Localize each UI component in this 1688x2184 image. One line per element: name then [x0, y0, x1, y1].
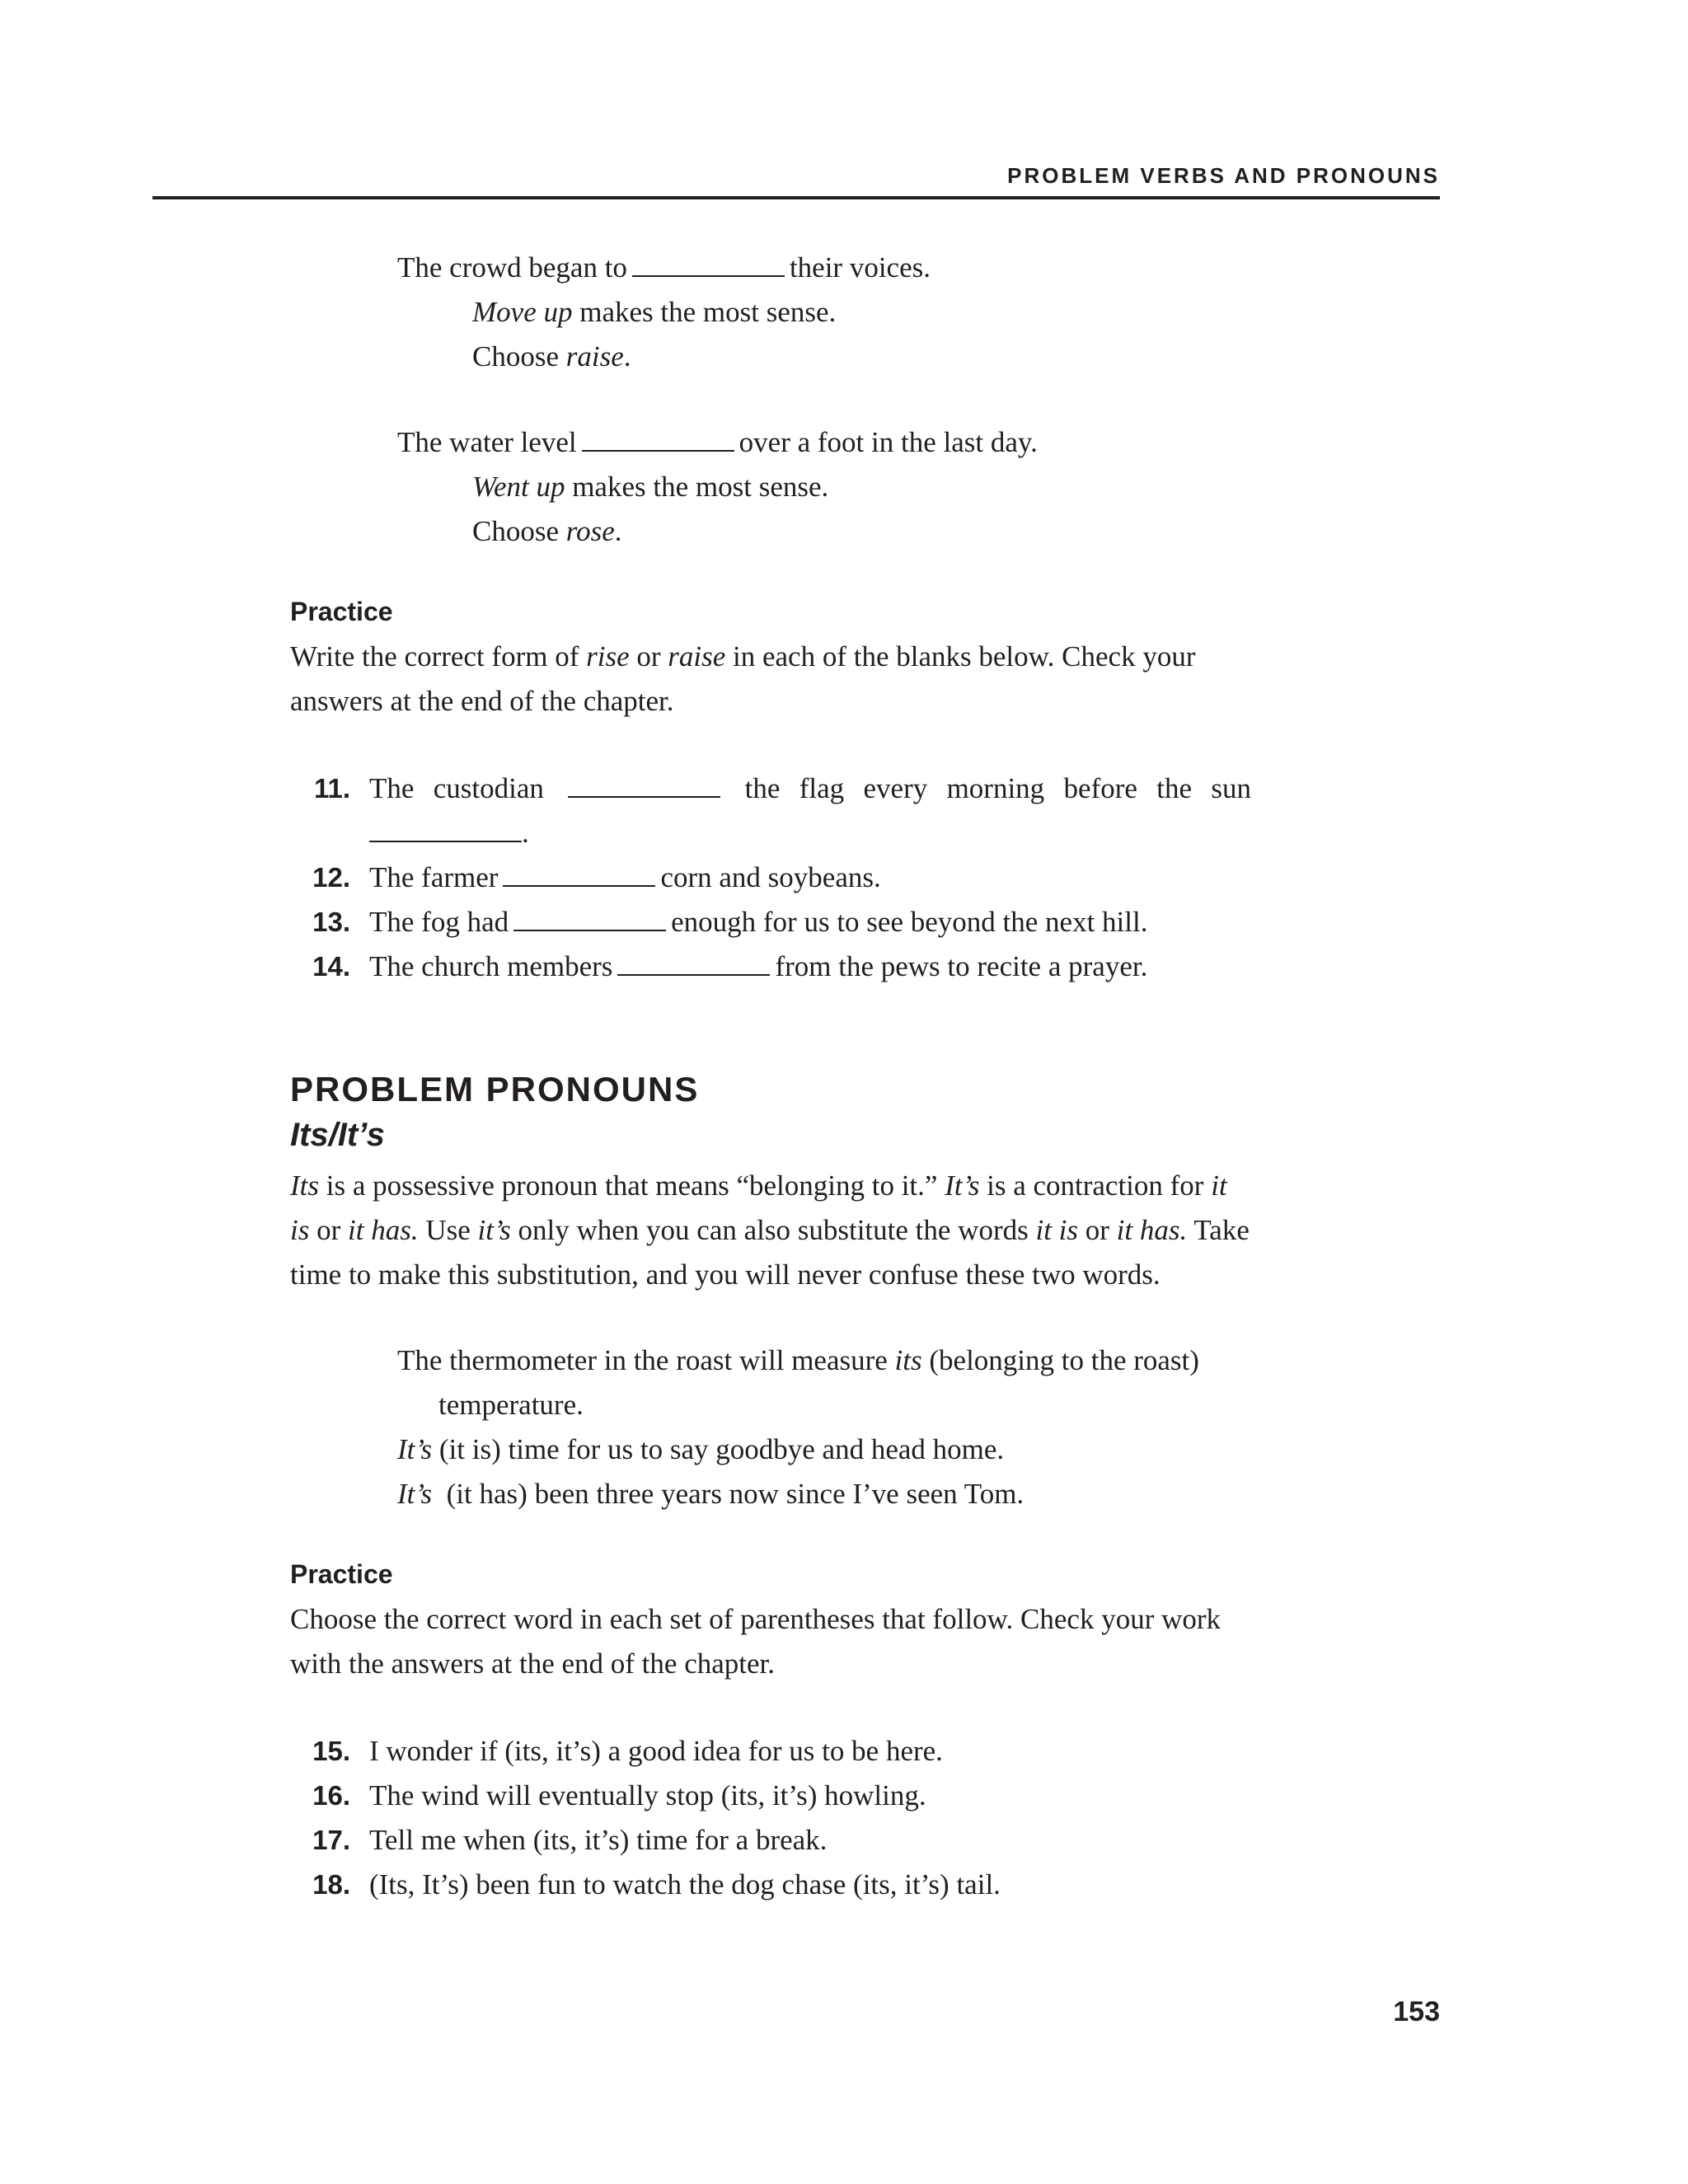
item-number: 15. — [312, 1736, 350, 1766]
practice-label: Practice — [290, 597, 393, 626]
example-sentence: It’s (it is) time for us to say goodbye and head home. — [397, 1433, 1005, 1465]
item-text: Tell me when (its, it’s) time for a break. — [369, 1824, 828, 1856]
item-text: The custodian the flag every morning before the sun — [369, 772, 1251, 804]
example-sentence: The thermometer in the roast will measure its (belonging to the roast) — [397, 1344, 1199, 1376]
example-hint: Went up makes the most sense. — [472, 471, 829, 503]
header-rule — [152, 196, 1440, 199]
explanation-paragraph-cont: is or it has. Use it’s only when you can also substitute the words it is or it has. Take — [290, 1214, 1250, 1246]
item-number: 18. — [312, 1869, 350, 1900]
item-number: 11. — [313, 773, 350, 804]
section-heading: PROBLEM PRONOUNS — [290, 1070, 700, 1108]
page-number: 153 — [1393, 1996, 1440, 2027]
item-number: 13. — [312, 907, 350, 937]
answer-blank — [632, 275, 785, 277]
section-subheading: Its/It’s — [290, 1117, 385, 1153]
item-text: I wonder if (its, it’s) a good idea for us to be here. — [369, 1735, 943, 1767]
answer-blank — [369, 841, 522, 842]
item-text: The farmer corn and soybeans. — [369, 861, 881, 893]
answer-blank — [617, 974, 770, 976]
practice-instructions: Choose the correct word in each set of parentheses that follow. Check your work — [290, 1603, 1221, 1635]
item-number: 17. — [312, 1825, 350, 1855]
example-choice: Choose rose. — [472, 515, 622, 547]
explanation-paragraph: Its is a possessive pronoun that means “belonging to it.” It’s is a contraction for it — [290, 1169, 1227, 1202]
item-text: The fog had enough for us to see beyond the next hill. — [369, 906, 1148, 938]
practice-instructions-cont: with the answers at the end of the chapter. — [290, 1647, 775, 1680]
practice-instructions-cont: answers at the end of the chapter. — [290, 685, 674, 717]
answer-blank — [513, 930, 666, 931]
example-choice: Choose raise. — [472, 340, 631, 373]
item-number: 16. — [312, 1780, 350, 1811]
example-sentence: It’s (it has) been three years now since I’ve seen Tom. — [397, 1478, 1025, 1510]
item-text: (Its, It’s) been fun to watch the dog chase (its, it’s) tail. — [369, 1868, 1001, 1900]
practice-label: Practice — [290, 1559, 393, 1589]
item-number: 12. — [312, 862, 350, 893]
practice-instructions: Write the correct form of rise or raise in each of the blanks below. Check your — [290, 640, 1196, 673]
answer-blank — [582, 450, 734, 452]
example-hint: Move up makes the most sense. — [472, 296, 837, 328]
example-sentence: The crowd began to their voices. — [397, 251, 931, 284]
item-number: 14. — [312, 951, 350, 982]
answer-blank — [568, 796, 720, 798]
example-sentence-cont: temperature. — [438, 1389, 584, 1421]
item-text: The wind will eventually stop (its, it’s) howling. — [369, 1779, 926, 1811]
example-sentence: The water level over a foot in the last day. — [397, 426, 1038, 458]
explanation-paragraph-cont: time to make this substitution, and you will never confuse these two words. — [290, 1258, 1160, 1291]
item-text-cont: . — [369, 811, 1251, 855]
answer-blank — [503, 885, 655, 887]
running-head: PROBLEM VERBS AND PRONOUNS — [1007, 163, 1440, 188]
item-text: The church members from the pews to recite a prayer. — [369, 950, 1148, 982]
